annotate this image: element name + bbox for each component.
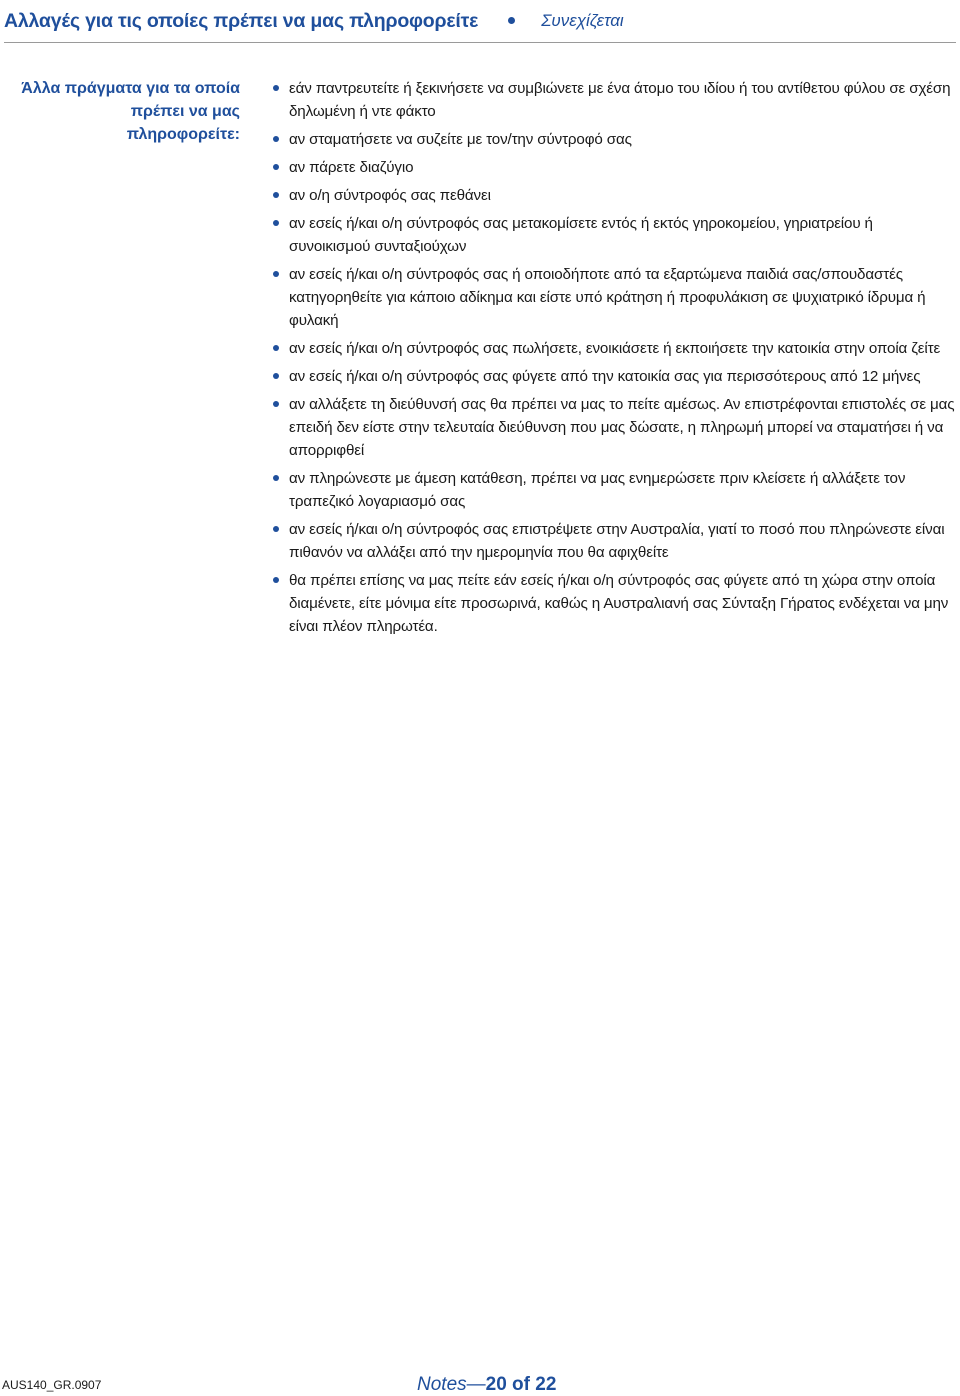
list-item-text: αν εσείς ή/και ο/η σύντροφός σας μετακομίσετε εντός ή εκτός γηροκομείου, γηριατρείου ή συνοικισμού συνταξιούχων <box>289 215 873 255</box>
page-count: 20 of 22 <box>485 1374 557 1395</box>
list-item-text: αν ο/η σύντροφός σας πεθάνει <box>289 187 491 204</box>
list-item <box>270 467 958 513</box>
list-item-text: αν σταματήσετε να συζείτε με τον/την σύντροφό σας <box>289 131 632 148</box>
bullet-icon <box>273 192 279 198</box>
page-header <box>4 0 956 43</box>
bullet-icon <box>273 373 279 379</box>
document-code: AUS140_GR.0907 <box>2 1378 102 1392</box>
list-item-text: αν πάρετε διαζύγιο <box>289 159 414 176</box>
bullet-icon <box>273 475 279 481</box>
bullet-icon <box>273 85 279 91</box>
list-item-text: αν εσείς ή/και ο/η σύντροφός σας φύγετε από την κατοικία σας για περισσότερους από 12 μήνες <box>289 368 921 385</box>
list-item-text: αν εσείς ή/και ο/η σύντροφός σας ή οποιοδήποτε από τα εξαρτώμενα παιδιά σας/σπουδαστές κατηγορηθείτε για κάποιο αδίκημα και είστε υπό κράτηση ή προφυλάκιση σε ψυχιατρικό ίδρυμα ή φυλακή <box>289 266 926 329</box>
list-item-text: αν εσείς ή/και ο/η σύντροφός σας πωλήσετε, ενοικιάσετε ή εκποιήσετε την κατοικία στην οποία ζείτε <box>289 340 941 357</box>
list-item-text: εάν παντρευτείτε ή ξεκινήσετε να συμβιώνετε με ένα άτομο του ιδίου ή του αντίθετου φύλου σε σχέση δηλωμένη ή ντε φάκτο <box>289 80 951 120</box>
bullet-icon <box>273 220 279 226</box>
bullet-icon <box>273 401 279 407</box>
list-item-text: θα πρέπει επίσης να μας πείτε εάν εσείς ή/και ο/η σύντροφός σας φύγετε από τη χώρα στην οποία διαμένετε, είτε μόνιμα είτε προσωρινά, καθώς η Αυστραλιανή σας Σύνταξη Γήρατος ενδέχεται να μην είναι πλέον πληρωτέα. <box>289 572 949 635</box>
bullet-list <box>270 77 958 643</box>
list-item <box>270 365 958 388</box>
list-item <box>270 393 958 462</box>
section-label: Άλλα πράγματα για τα οποία πρέπει να μας πληροφορείτε: <box>21 80 240 143</box>
list-item <box>270 263 958 332</box>
list-item <box>270 569 958 638</box>
bullet-icon <box>273 526 279 532</box>
list-item-text: αν αλλάξετε τη διεύθυνσή σας θα πρέπει να μας το πείτε αμέσως. Αν επιστρέφονται επιστολές σε μας επειδή δεν είστε στην τελευταία διεύθυνση που μας δώσατε, η πληρωμή μπορεί να σταματήσει ή να απορριφθεί <box>289 396 955 459</box>
list-item <box>270 77 958 123</box>
list-item <box>270 337 958 360</box>
header-title: Αλλαγές για τις οποίες πρέπει να μας πληροφορείτε <box>4 9 479 32</box>
bullet-icon <box>273 136 279 142</box>
list-item <box>270 128 958 151</box>
list-item <box>270 156 958 179</box>
list-item <box>270 184 958 207</box>
header-subtitle: Συνεχίζεται <box>541 11 624 30</box>
footer-notes-label: Notes <box>417 1374 467 1395</box>
header-bullet-separator <box>508 17 515 24</box>
list-item-text: αν εσείς ή/και ο/η σύντροφός σας επιστρέψετε στην Αυστραλία, γιατί το ποσό που πληρώνεστε είναι πιθανόν να αλλάξει από την ημερομηνία που θα αφιχθείτε <box>289 521 945 561</box>
list-item <box>270 212 958 258</box>
bullet-icon <box>273 345 279 351</box>
bullet-icon <box>273 164 279 170</box>
list-item <box>270 518 958 564</box>
page-number <box>417 1374 556 1396</box>
footer-dash: — <box>466 1374 486 1395</box>
bullet-icon <box>273 271 279 277</box>
bullet-icon <box>273 577 279 583</box>
list-item-text: αν πληρώνεστε με άμεση κατάθεση, πρέπει να μας ενημερώσετε πριν κλείσετε ή αλλάξετε τον τραπεζικό λογαριασμό σας <box>289 470 906 510</box>
